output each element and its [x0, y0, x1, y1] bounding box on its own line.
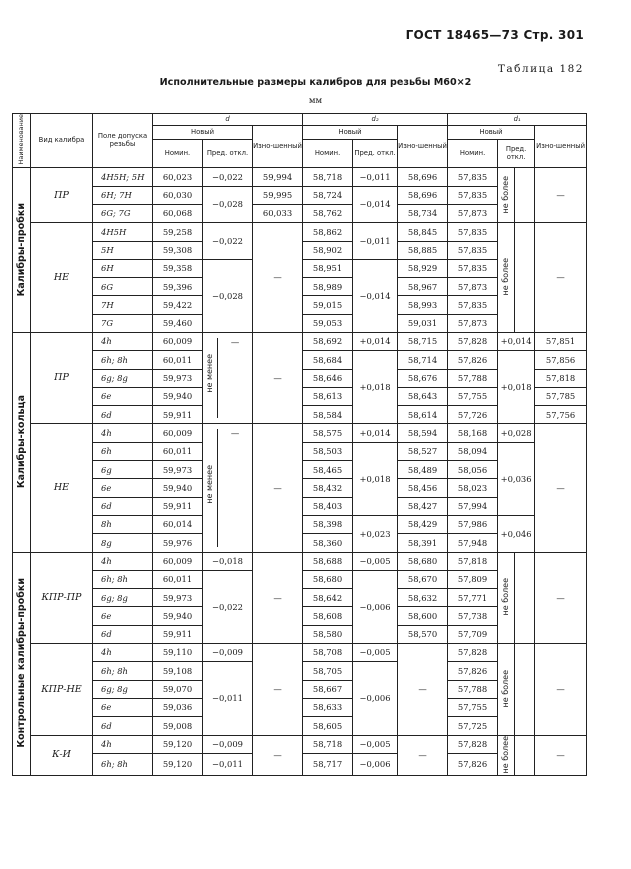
d-dev: −0,028	[203, 259, 253, 332]
d1-dev-empty	[515, 644, 535, 735]
d1-nom: 57,725	[448, 717, 498, 735]
d-nom: 59,358	[153, 259, 203, 277]
tolerance-field: 6g	[93, 461, 153, 479]
d-worn: —	[253, 223, 303, 333]
tolerance-field: 6d	[93, 406, 153, 424]
tolerance-field: 6e	[93, 387, 153, 405]
d1-nom: 57,809	[448, 570, 498, 588]
d2-dev: +0,014	[353, 333, 398, 351]
d-dev: −0,011	[203, 753, 253, 775]
d2-worn: 58,714	[398, 351, 448, 369]
d1-nom: 57,826	[448, 351, 498, 369]
d2-dev: +0,014	[353, 424, 398, 442]
d1-worn: 57,851	[535, 333, 587, 351]
d1-note: не более	[498, 223, 515, 333]
tolerance-field: 6g; 8g	[93, 680, 153, 698]
d1-worn: —	[535, 735, 587, 775]
d2-nom: 58,989	[303, 278, 353, 296]
d2-nom: 58,718	[303, 735, 353, 753]
d1-nom: 57,826	[448, 753, 498, 775]
d1-nom: 57,738	[448, 607, 498, 625]
tolerance-field: 4H5H	[93, 223, 153, 241]
header-d1: d₁	[448, 114, 587, 126]
d1-worn: —	[535, 644, 587, 735]
d-worn: —	[253, 644, 303, 735]
tolerance-field: 6d	[93, 717, 153, 735]
d2-worn: 58,614	[398, 406, 448, 424]
header-d1-dev: Пред. откл.	[498, 140, 535, 168]
tolerance-field: 6e	[93, 479, 153, 497]
d2-worn: 58,993	[398, 296, 448, 314]
d1-nom: 57,755	[448, 698, 498, 716]
table-row	[13, 735, 587, 753]
d2-dev: −0,014	[353, 186, 398, 223]
d2-dev: −0,006	[353, 753, 398, 775]
d2-worn: 58,600	[398, 607, 448, 625]
d1-worn: 57,756	[535, 406, 587, 424]
table-row	[13, 552, 587, 570]
group-name: Контрольные калибры-пробки	[13, 552, 31, 775]
tolerance-field: 8g	[93, 534, 153, 552]
d-nom: 60,011	[153, 570, 203, 588]
gauge-kind: ПР	[31, 168, 93, 223]
d1-nom: 57,835	[448, 241, 498, 259]
d1-nom: 58,023	[448, 479, 498, 497]
d-nom: 60,030	[153, 186, 203, 204]
d-nom: 59,308	[153, 241, 203, 259]
table-title: Исполнительные размеры калибров для резьбы M60×2	[159, 77, 472, 88]
d-nom: 60,011	[153, 351, 203, 369]
d-nom: 59,258	[153, 223, 203, 241]
gauge-kind: НЕ	[31, 223, 93, 333]
table-row	[13, 168, 587, 186]
d-nom: 60,009	[153, 424, 203, 442]
header-d2-worn: Изно-шенный	[398, 126, 448, 168]
d2-nom: 58,503	[303, 442, 353, 460]
d-dev: не менее —	[203, 333, 253, 424]
d-worn: 60,033	[253, 204, 303, 222]
d-dev: −0,022	[203, 223, 253, 260]
d1-dev-empty	[515, 223, 535, 333]
d1-worn: —	[535, 552, 587, 643]
header-field: Поле допуска резьбы	[93, 114, 153, 168]
d2-nom: 58,633	[303, 698, 353, 716]
header-d1-new: Новый	[448, 126, 535, 140]
group-name: Калибры-кольца	[13, 333, 31, 553]
header-d-new: Новый	[153, 126, 253, 140]
d1-nom: 57,873	[448, 278, 498, 296]
d2-nom: 58,862	[303, 223, 353, 241]
d2-nom: 59,053	[303, 314, 353, 332]
d-nom: 59,460	[153, 314, 203, 332]
d1-nom: 57,771	[448, 589, 498, 607]
d-dev: −0,011	[203, 662, 253, 735]
table-row	[13, 223, 587, 241]
header-d1-nom: Номин.	[448, 140, 498, 168]
d1-nom: 57,755	[448, 387, 498, 405]
d1-dev-empty	[515, 735, 535, 775]
group-name: Калибры-пробки	[13, 168, 31, 333]
d2-nom: 58,688	[303, 552, 353, 570]
d2-nom: 58,692	[303, 333, 353, 351]
d2-nom: 58,613	[303, 387, 353, 405]
d-dev: −0,022	[203, 570, 253, 643]
d2-dev: +0,018	[353, 442, 398, 515]
d-nom: 59,110	[153, 644, 203, 662]
d-nom: 59,070	[153, 680, 203, 698]
d2-nom: 58,608	[303, 607, 353, 625]
header-d-nom: Номин.	[153, 140, 203, 168]
d2-dev: −0,005	[353, 735, 398, 753]
d1-worn: 57,856	[535, 351, 587, 369]
d2-worn: 58,429	[398, 515, 448, 533]
d-worn: —	[253, 552, 303, 643]
table-row	[13, 424, 587, 442]
d-nom: 60,009	[153, 333, 203, 351]
d2-worn: 58,427	[398, 497, 448, 515]
d2-dev: −0,006	[353, 570, 398, 643]
d-worn: 59,995	[253, 186, 303, 204]
tolerance-field: 6h; 8h	[93, 753, 153, 775]
d2-worn: 58,696	[398, 186, 448, 204]
d1-note: не более	[498, 552, 515, 643]
tolerance-field: 7H	[93, 296, 153, 314]
d2-dev: −0,005	[353, 552, 398, 570]
tolerance-field: 6h; 8h	[93, 570, 153, 588]
d1-worn: —	[535, 168, 587, 223]
d1-dev: +0,018	[498, 351, 535, 424]
d1-nom: 57,835	[448, 223, 498, 241]
gauge-kind: НЕ	[31, 424, 93, 552]
tolerance-field: 6d	[93, 497, 153, 515]
d1-dev-empty	[515, 552, 535, 643]
tolerance-field: 6G	[93, 278, 153, 296]
d-nom: 59,973	[153, 589, 203, 607]
d1-dev: +0,036	[498, 442, 535, 515]
tolerance-field: 6h	[93, 442, 153, 460]
d-nom: 59,422	[153, 296, 203, 314]
d2-dev: −0,011	[353, 223, 398, 260]
d2-worn: 58,715	[398, 333, 448, 351]
d2-worn: 58,489	[398, 461, 448, 479]
d1-nom: 57,835	[448, 259, 498, 277]
gauge-kind: КПР-ПР	[31, 552, 93, 643]
d-worn: —	[253, 424, 303, 552]
d1-note: не более	[498, 644, 515, 735]
d2-worn: 58,527	[398, 442, 448, 460]
d-nom: 59,940	[153, 387, 203, 405]
d2-dev: +0,023	[353, 515, 398, 552]
d2-worn: —	[398, 735, 448, 775]
gauge-kind: К-И	[31, 735, 93, 775]
d1-nom: 57,828	[448, 644, 498, 662]
d-nom: 59,940	[153, 479, 203, 497]
d-worn: —	[253, 333, 303, 424]
d2-nom: 58,951	[303, 259, 353, 277]
d1-nom: 57,994	[448, 497, 498, 515]
d1-dev-empty	[515, 168, 535, 223]
d1-nom: 57,835	[448, 296, 498, 314]
d2-nom: 58,684	[303, 351, 353, 369]
tolerance-field: 4h	[93, 735, 153, 753]
d2-nom: 58,717	[303, 753, 353, 775]
d2-worn: 58,734	[398, 204, 448, 222]
d1-nom: 57,709	[448, 625, 498, 643]
d2-nom: 58,580	[303, 625, 353, 643]
d1-nom: 58,094	[448, 442, 498, 460]
d-nom: 59,973	[153, 369, 203, 387]
d-dev: −0,028	[203, 186, 253, 223]
d2-dev: +0,018	[353, 351, 398, 424]
d1-note: не более	[498, 735, 515, 775]
d2-nom: 58,575	[303, 424, 353, 442]
d2-nom: 58,360	[303, 534, 353, 552]
d2-nom: 58,705	[303, 662, 353, 680]
d1-nom: 57,818	[448, 552, 498, 570]
header-d2-new: Новый	[303, 126, 398, 140]
d2-dev: −0,011	[353, 168, 398, 186]
tolerance-field: 7G	[93, 314, 153, 332]
d-nom: 59,120	[153, 735, 203, 753]
d-nom: 59,911	[153, 625, 203, 643]
d2-nom: 58,646	[303, 369, 353, 387]
d1-dev: +0,046	[498, 515, 535, 552]
d2-dev: −0,005	[353, 644, 398, 662]
d-dev: −0,022	[203, 168, 253, 186]
d-nom: 59,911	[153, 497, 203, 515]
d-nom: 59,036	[153, 698, 203, 716]
tolerance-field: 6h; 8h	[93, 351, 153, 369]
d1-nom: 57,828	[448, 333, 498, 351]
d2-dev: −0,006	[353, 662, 398, 735]
d-dev: не менее —	[203, 424, 253, 552]
d2-nom: 58,605	[303, 717, 353, 735]
header-d1-worn: Изно-шенный	[535, 126, 587, 168]
d2-worn: 58,929	[398, 259, 448, 277]
table-number: Таблица 182	[497, 63, 584, 75]
d1-nom: 58,056	[448, 461, 498, 479]
d2-worn: 58,885	[398, 241, 448, 259]
tolerance-field: 6G; 7G	[93, 204, 153, 222]
d1-nom: 57,873	[448, 204, 498, 222]
tolerance-field: 6h; 8h	[93, 662, 153, 680]
d2-nom: 58,902	[303, 241, 353, 259]
page-header: ГОСТ 18465—73 Стр. 301	[405, 28, 584, 42]
tolerance-field: 6d	[93, 625, 153, 643]
d-dev: −0,009	[203, 644, 253, 662]
d2-nom: 58,724	[303, 186, 353, 204]
d2-worn: 58,643	[398, 387, 448, 405]
tolerance-field: 4h	[93, 644, 153, 662]
d1-dev: +0,028	[498, 424, 535, 442]
d2-worn: 58,570	[398, 625, 448, 643]
d2-dev: −0,014	[353, 259, 398, 332]
d2-nom: 58,584	[303, 406, 353, 424]
header-name: Наименование	[13, 114, 31, 168]
tolerance-field: 5H	[93, 241, 153, 259]
table-row	[13, 644, 587, 662]
d-nom: 59,976	[153, 534, 203, 552]
d2-nom: 58,708	[303, 644, 353, 662]
d2-worn: 59,031	[398, 314, 448, 332]
d2-nom: 58,432	[303, 479, 353, 497]
tolerance-field: 6g; 8g	[93, 369, 153, 387]
tolerance-field: 4h	[93, 552, 153, 570]
tolerance-field: 8h	[93, 515, 153, 533]
d1-nom: 57,835	[448, 186, 498, 204]
d1-worn: 57,818	[535, 369, 587, 387]
header-d-dev: Пред. откл.	[203, 140, 253, 168]
d1-worn: —	[535, 223, 587, 333]
d-nom: 60,023	[153, 168, 203, 186]
tolerance-field: 6g; 8g	[93, 589, 153, 607]
d2-worn: 58,456	[398, 479, 448, 497]
d2-nom: 58,680	[303, 570, 353, 588]
d2-nom: 58,718	[303, 168, 353, 186]
d-dev: −0,018	[203, 552, 253, 570]
tolerance-field: 4h	[93, 424, 153, 442]
d1-nom: 57,986	[448, 515, 498, 533]
d2-worn: 58,967	[398, 278, 448, 296]
d1-worn: —	[535, 424, 587, 552]
d-nom: 60,014	[153, 515, 203, 533]
header-kind: Вид калибра	[31, 114, 93, 168]
d2-worn: 58,680	[398, 552, 448, 570]
header-d: d	[153, 114, 303, 126]
d2-nom: 58,642	[303, 589, 353, 607]
d1-nom: 57,788	[448, 680, 498, 698]
d2-nom: 58,762	[303, 204, 353, 222]
d1-nom: 57,835	[448, 168, 498, 186]
d1-worn: 57,785	[535, 387, 587, 405]
tolerance-field: 6e	[93, 698, 153, 716]
d1-nom: 57,726	[448, 406, 498, 424]
tolerance-field: 6H	[93, 259, 153, 277]
d-nom: 59,396	[153, 278, 203, 296]
d1-dev: +0,014	[498, 333, 535, 351]
header-d2: d₂	[303, 114, 448, 126]
d2-nom: 58,667	[303, 680, 353, 698]
d-nom: 60,068	[153, 204, 203, 222]
table-row	[13, 333, 587, 351]
gauge-kind: ПР	[31, 333, 93, 424]
header-d-worn: Изно-шенный	[253, 126, 303, 168]
tolerance-field: 6e	[93, 607, 153, 625]
d1-note: не более	[498, 168, 515, 223]
d-dev: −0,009	[203, 735, 253, 753]
d-nom: 59,108	[153, 662, 203, 680]
d2-worn: 58,632	[398, 589, 448, 607]
d-worn: 59,994	[253, 168, 303, 186]
d-nom: 59,120	[153, 753, 203, 775]
table-body	[13, 168, 587, 776]
d1-nom: 58,168	[448, 424, 498, 442]
d2-worn: 58,845	[398, 223, 448, 241]
d2-nom: 58,398	[303, 515, 353, 533]
d2-nom: 59,015	[303, 296, 353, 314]
d1-nom: 57,828	[448, 735, 498, 753]
d1-nom: 57,788	[448, 369, 498, 387]
tolerance-field: 6H; 7H	[93, 186, 153, 204]
d2-worn: 58,391	[398, 534, 448, 552]
d2-worn: 58,676	[398, 369, 448, 387]
d2-nom: 58,403	[303, 497, 353, 515]
d1-nom: 57,948	[448, 534, 498, 552]
d-nom: 59,911	[153, 406, 203, 424]
d-nom: 60,011	[153, 442, 203, 460]
d-nom: 59,973	[153, 461, 203, 479]
header-d2-nom: Номин.	[303, 140, 353, 168]
d-nom: 59,940	[153, 607, 203, 625]
header-d2-dev: Пред. откл.	[353, 140, 398, 168]
units-label: мм	[308, 96, 323, 106]
gauge-kind: КПР-НЕ	[31, 644, 93, 735]
d-nom: 60,009	[153, 552, 203, 570]
d-nom: 59,008	[153, 717, 203, 735]
tolerance-field: 4h	[93, 333, 153, 351]
d1-nom: 57,826	[448, 662, 498, 680]
d2-worn: 58,594	[398, 424, 448, 442]
d2-worn: 58,670	[398, 570, 448, 588]
d2-worn: —	[398, 644, 448, 735]
tolerance-field: 4H5H; 5H	[93, 168, 153, 186]
d2-nom: 58,465	[303, 461, 353, 479]
d2-worn: 58,696	[398, 168, 448, 186]
d1-nom: 57,873	[448, 314, 498, 332]
gauge-dimensions-table	[12, 113, 587, 776]
d-worn: —	[253, 735, 303, 775]
